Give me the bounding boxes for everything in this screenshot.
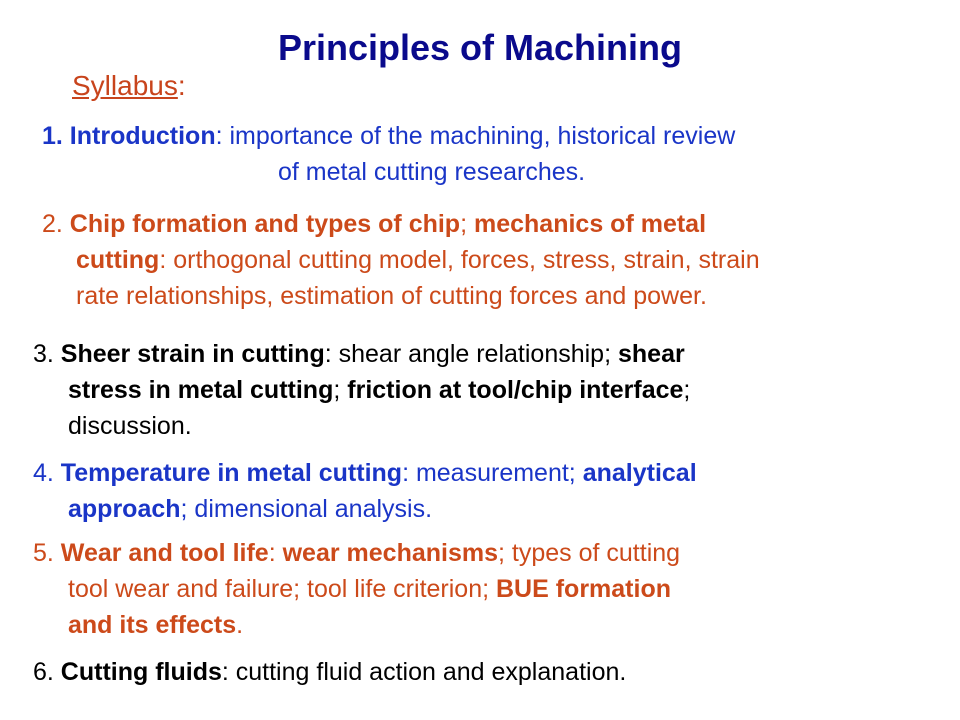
item-4-text: : measurement; <box>402 459 583 487</box>
syllabus-heading <box>72 68 186 104</box>
syllabus-item-4 <box>33 455 697 527</box>
item-4-text-2: ; dimensional analysis. <box>180 495 433 523</box>
syllabus-colon: : <box>177 70 186 101</box>
item-1-line-1 <box>42 118 735 154</box>
item-3-text: : shear angle relationship; <box>324 340 618 368</box>
item-2-text: : orthogonal cutting model, forces, stress, strain, strain <box>159 246 760 274</box>
syllabus-item-3 <box>33 336 690 444</box>
item-1-text: : importance of the machining, historical review <box>215 122 736 150</box>
item-5-line-3 <box>33 607 680 643</box>
item-4-line-1 <box>33 455 697 491</box>
item-4-line-2 <box>33 491 697 527</box>
item-4-heading-2: analytical <box>582 459 697 487</box>
syllabus-label: Syllabus <box>72 70 178 101</box>
item-3-heading-4: friction at tool/chip interface <box>347 376 684 404</box>
item-3-heading-3: stress in metal cutting <box>68 376 334 404</box>
item-2-sep: ; <box>460 210 474 238</box>
item-5-number: 5. <box>33 539 61 567</box>
item-5-heading-4: and its effects <box>68 611 237 639</box>
item-4-number: 4. <box>33 459 61 487</box>
item-2-heading-3: cutting <box>76 246 160 274</box>
item-5-heading-3: BUE formation <box>496 575 671 603</box>
item-6-number: 6. <box>33 658 61 686</box>
item-6-line-1 <box>33 654 626 690</box>
item-2-heading: Chip formation and types of chip <box>69 210 461 238</box>
item-5-sep: : <box>268 539 283 567</box>
item-1-line-2 <box>42 154 735 190</box>
syllabus-item-5 <box>33 535 680 643</box>
item-4-heading-3: approach <box>68 495 181 523</box>
item-6-text: : cutting fluid action and explanation. <box>221 658 627 686</box>
item-1-number: 1. <box>42 122 70 150</box>
item-5-text: ; types of cutting <box>498 539 681 567</box>
item-3-number: 3. <box>33 340 61 368</box>
syllabus-item-2 <box>42 206 760 314</box>
syllabus-item-1 <box>42 118 735 190</box>
item-4-heading: Temperature in metal cutting <box>60 459 403 487</box>
item-1-text-2: of metal cutting researches. <box>278 158 586 186</box>
item-3-line-1 <box>33 336 690 372</box>
item-3-line-3 <box>33 408 690 444</box>
item-3-heading: Sheer strain in cutting <box>60 340 325 368</box>
item-3-line-2 <box>33 372 690 408</box>
item-2-number: 2. <box>42 210 70 238</box>
page-title: Principles of Machining <box>277 27 683 68</box>
item-1-heading: Introduction <box>69 122 216 150</box>
item-3-text-2: discussion. <box>68 412 192 440</box>
item-2-line-3 <box>42 278 760 314</box>
item-2-heading-2: mechanics of metal <box>474 210 707 238</box>
item-6-heading: Cutting fluids <box>60 658 222 686</box>
item-2-line-1 <box>42 206 760 242</box>
item-3-sep: ; <box>333 376 348 404</box>
item-2-text-2: rate relationships, estimation of cutting forces and power. <box>76 282 707 310</box>
syllabus-item-6 <box>33 654 626 690</box>
item-3-heading-2: shear <box>617 340 685 368</box>
item-5-line-1 <box>33 535 680 571</box>
item-5-text-2: tool wear and failure; tool life criterion; <box>68 575 496 603</box>
item-5-heading-2: wear mechanisms <box>282 539 499 567</box>
item-5-line-2 <box>33 571 680 607</box>
item-3-sep-2: ; <box>683 376 691 404</box>
item-5-end: . <box>236 611 244 639</box>
item-5-heading: Wear and tool life <box>60 539 269 567</box>
item-2-line-2 <box>42 242 760 278</box>
